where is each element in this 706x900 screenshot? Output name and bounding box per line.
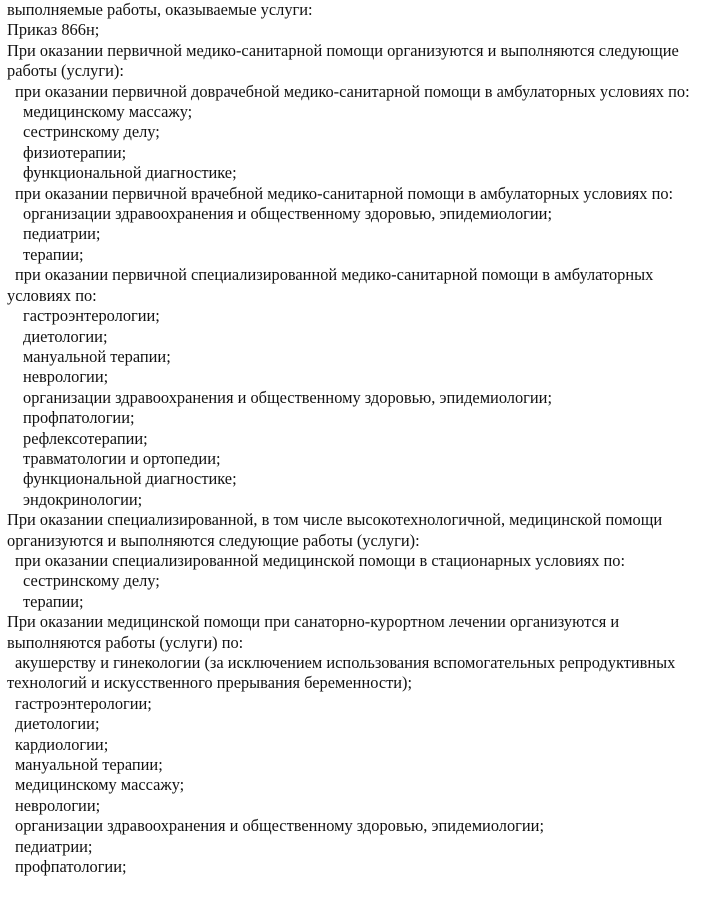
- list-item: при оказании первичной доврачебной медико-санитарной помощи в амбулаторных условиях по:: [15, 81, 690, 101]
- sub-list-item: мануальной терапии;: [23, 346, 171, 366]
- list-item: кардиологии;: [15, 734, 109, 754]
- sub-list-item: гастроэнтерологии;: [23, 306, 160, 326]
- sub-list-item: терапии;: [23, 591, 84, 611]
- list-item: диетологии;: [15, 714, 100, 734]
- sub-list-item: медицинскому массажу;: [23, 102, 193, 122]
- sub-list-item: физиотерапии;: [23, 142, 127, 162]
- sub-list-item: терапии;: [23, 244, 84, 264]
- list-item: гастроэнтерологии;: [15, 693, 152, 713]
- paragraph-line: При оказании медицинской помощи при санаторно-курортном лечении организуются и выполняются работы (услуги) по:: [7, 612, 620, 652]
- sub-list-item: эндокринологии;: [23, 489, 143, 509]
- sub-list-item: сестринскому делу;: [23, 122, 160, 142]
- paragraph-line: При оказании первичной медико-санитарной помощи организуются и выполняются следующие работы (услуги):: [7, 40, 679, 81]
- sub-list-item: неврологии;: [23, 367, 109, 387]
- paragraph-line: Приказ 866н;: [7, 20, 100, 40]
- sub-list-item: организации здравоохранения и общественному здоровью, эпидемиологии;: [23, 387, 553, 407]
- list-item: при оказании специализированной медицинской помощи в стационарных условиях по:: [15, 550, 626, 570]
- list-item: при оказании первичной врачебной медико-санитарной помощи в амбулаторных условиях по:: [15, 183, 674, 203]
- sub-list-item: организации здравоохранения и общественному здоровью, эпидемиологии;: [23, 204, 553, 224]
- sub-list-item: педиатрии;: [23, 224, 101, 244]
- list-item: мануальной терапии;: [15, 755, 163, 775]
- sub-list-item: функциональной диагностике;: [23, 163, 237, 183]
- list-item: при оказании первичной специализированной медико-санитарной помощи в амбулаторных условиях по:: [7, 265, 654, 305]
- list-item: организации здравоохранения и общественному здоровью, эпидемиологии;: [15, 816, 545, 836]
- list-item: профпатологии;: [15, 857, 127, 877]
- list-item: медицинскому массажу;: [15, 775, 185, 795]
- list-item: неврологии;: [15, 795, 101, 815]
- sub-list-item: диетологии;: [23, 326, 108, 346]
- sub-list-item: профпатологии;: [23, 408, 135, 428]
- paragraph-line: При оказании специализированной, в том числе высокотехнологичной, медицинской помощи организуются и выполняются следующие работы (услуги):: [7, 510, 663, 550]
- sub-list-item: рефлексотерапии;: [23, 428, 148, 448]
- list-item: педиатрии;: [15, 836, 93, 856]
- sub-list-item: функциональной диагностике;: [23, 469, 237, 489]
- sub-list-item: сестринскому делу;: [23, 571, 160, 591]
- paragraph-line: выполняемые работы, оказываемые услуги:: [7, 0, 313, 19]
- list-item: акушерству и гинекологии (за исключением использования вспомогательных репродуктивных технологий и искусственного прерывания беременности);: [7, 653, 676, 693]
- sub-list-item: травматологии и ортопедии;: [23, 448, 221, 468]
